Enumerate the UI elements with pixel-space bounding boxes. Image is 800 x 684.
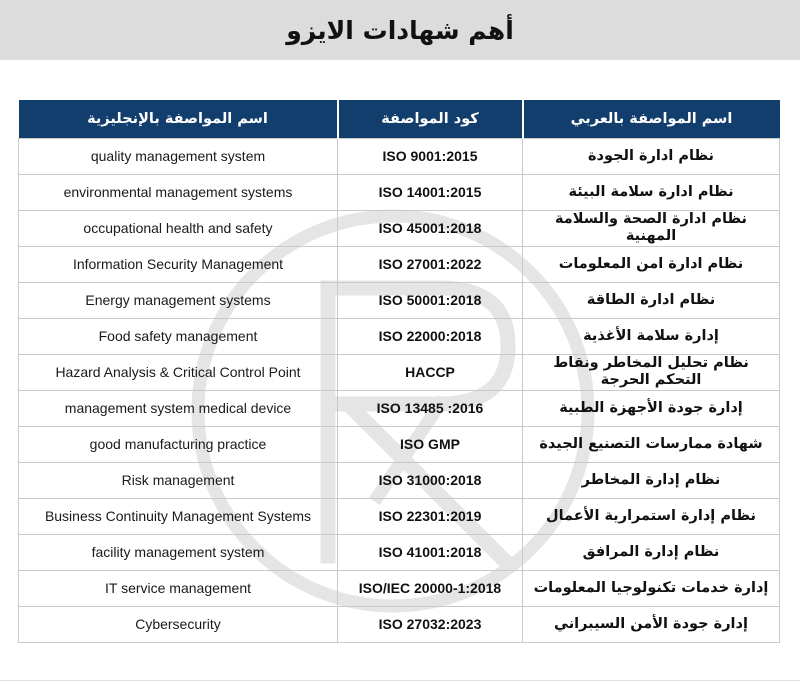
cell-standard-code: ISO/IEC 20000-1:2018 <box>338 570 523 606</box>
table-row <box>19 246 780 282</box>
column-header-arabic-name: اسم المواصفة بالعربي <box>523 100 780 138</box>
cell-arabic-name: نظام ادارة سلامة البيئة <box>523 174 780 210</box>
table-row <box>19 426 780 462</box>
cell-english-name: environmental management systems <box>19 174 338 210</box>
table-row <box>19 390 780 426</box>
cell-arabic-name: إدارة جودة الأمن السيبراني <box>523 606 780 642</box>
cell-english-name: Business Continuity Management Systems <box>19 498 338 534</box>
table-body <box>19 138 780 642</box>
cell-standard-code: ISO 14001:2015 <box>338 174 523 210</box>
table-row <box>19 318 780 354</box>
cell-arabic-name: إدارة جودة الأجهزة الطبية <box>523 390 780 426</box>
table-row <box>19 174 780 210</box>
cell-standard-code: ISO 27001:2022 <box>338 246 523 282</box>
cell-arabic-name: نظام ادارة الصحة والسلامة المهنية <box>523 210 780 246</box>
bottom-divider <box>0 680 800 681</box>
cell-standard-code: ISO 22000:2018 <box>338 318 523 354</box>
cell-english-name: Hazard Analysis & Critical Control Point <box>19 354 338 390</box>
cell-english-name: IT service management <box>19 570 338 606</box>
cell-english-name: Food safety management <box>19 318 338 354</box>
table-row <box>19 354 780 390</box>
cell-arabic-name: نظام تحليل المخاطر ونقاط التحكم الحرجة <box>523 354 780 390</box>
cell-standard-code: ISO 41001:2018 <box>338 534 523 570</box>
cell-arabic-name: إدارة خدمات تكنولوجيا المعلومات <box>523 570 780 606</box>
cell-english-name: Information Security Management <box>19 246 338 282</box>
cell-standard-code: ISO 27032:2023 <box>338 606 523 642</box>
cell-english-name: occupational health and safety <box>19 210 338 246</box>
table-row <box>19 138 780 174</box>
cell-english-name: Energy management systems <box>19 282 338 318</box>
cell-arabic-name: إدارة سلامة الأغذية <box>523 318 780 354</box>
cell-standard-code: ISO 31000:2018 <box>338 462 523 498</box>
table-row <box>19 570 780 606</box>
cell-arabic-name: نظام ادارة الطاقة <box>523 282 780 318</box>
cell-english-name: good manufacturing practice <box>19 426 338 462</box>
cell-english-name: facility management system <box>19 534 338 570</box>
table-row <box>19 282 780 318</box>
cell-english-name: Cybersecurity <box>19 606 338 642</box>
cell-arabic-name: شهادة ممارسات التصنيع الجيدة <box>523 426 780 462</box>
table-row <box>19 210 780 246</box>
cell-standard-code: ISO 50001:2018 <box>338 282 523 318</box>
table-row <box>19 462 780 498</box>
cell-standard-code: HACCP <box>338 354 523 390</box>
cell-standard-code: ISO GMP <box>338 426 523 462</box>
iso-certificates-table-container <box>18 100 779 643</box>
cell-standard-code: ISO 13485 :2016 <box>338 390 523 426</box>
table-header-row <box>19 100 780 138</box>
cell-english-name: management system medical device <box>19 390 338 426</box>
cell-standard-code: ISO 45001:2018 <box>338 210 523 246</box>
cell-arabic-name: نظام إدارة المرافق <box>523 534 780 570</box>
table-row <box>19 534 780 570</box>
cell-english-name: Risk management <box>19 462 338 498</box>
cell-arabic-name: نظام إدارة المخاطر <box>523 462 780 498</box>
table-header <box>19 100 780 138</box>
cell-arabic-name: نظام ادارة الجودة <box>523 138 780 174</box>
table-row <box>19 498 780 534</box>
cell-arabic-name: نظام ادارة امن المعلومات <box>523 246 780 282</box>
page-title-band <box>0 0 800 60</box>
column-header-english-name: اسم المواصفة بالإنجليزية <box>19 100 338 138</box>
table-row <box>19 606 780 642</box>
page-title: أهم شهادات الايزو <box>286 15 514 45</box>
cell-standard-code: ISO 9001:2015 <box>338 138 523 174</box>
column-header-standard-code: كود المواصفة <box>338 100 523 138</box>
cell-english-name: quality management system <box>19 138 338 174</box>
cell-arabic-name: نظام إدارة استمرارية الأعمال <box>523 498 780 534</box>
cell-standard-code: ISO 22301:2019 <box>338 498 523 534</box>
iso-certificates-table <box>18 100 780 643</box>
